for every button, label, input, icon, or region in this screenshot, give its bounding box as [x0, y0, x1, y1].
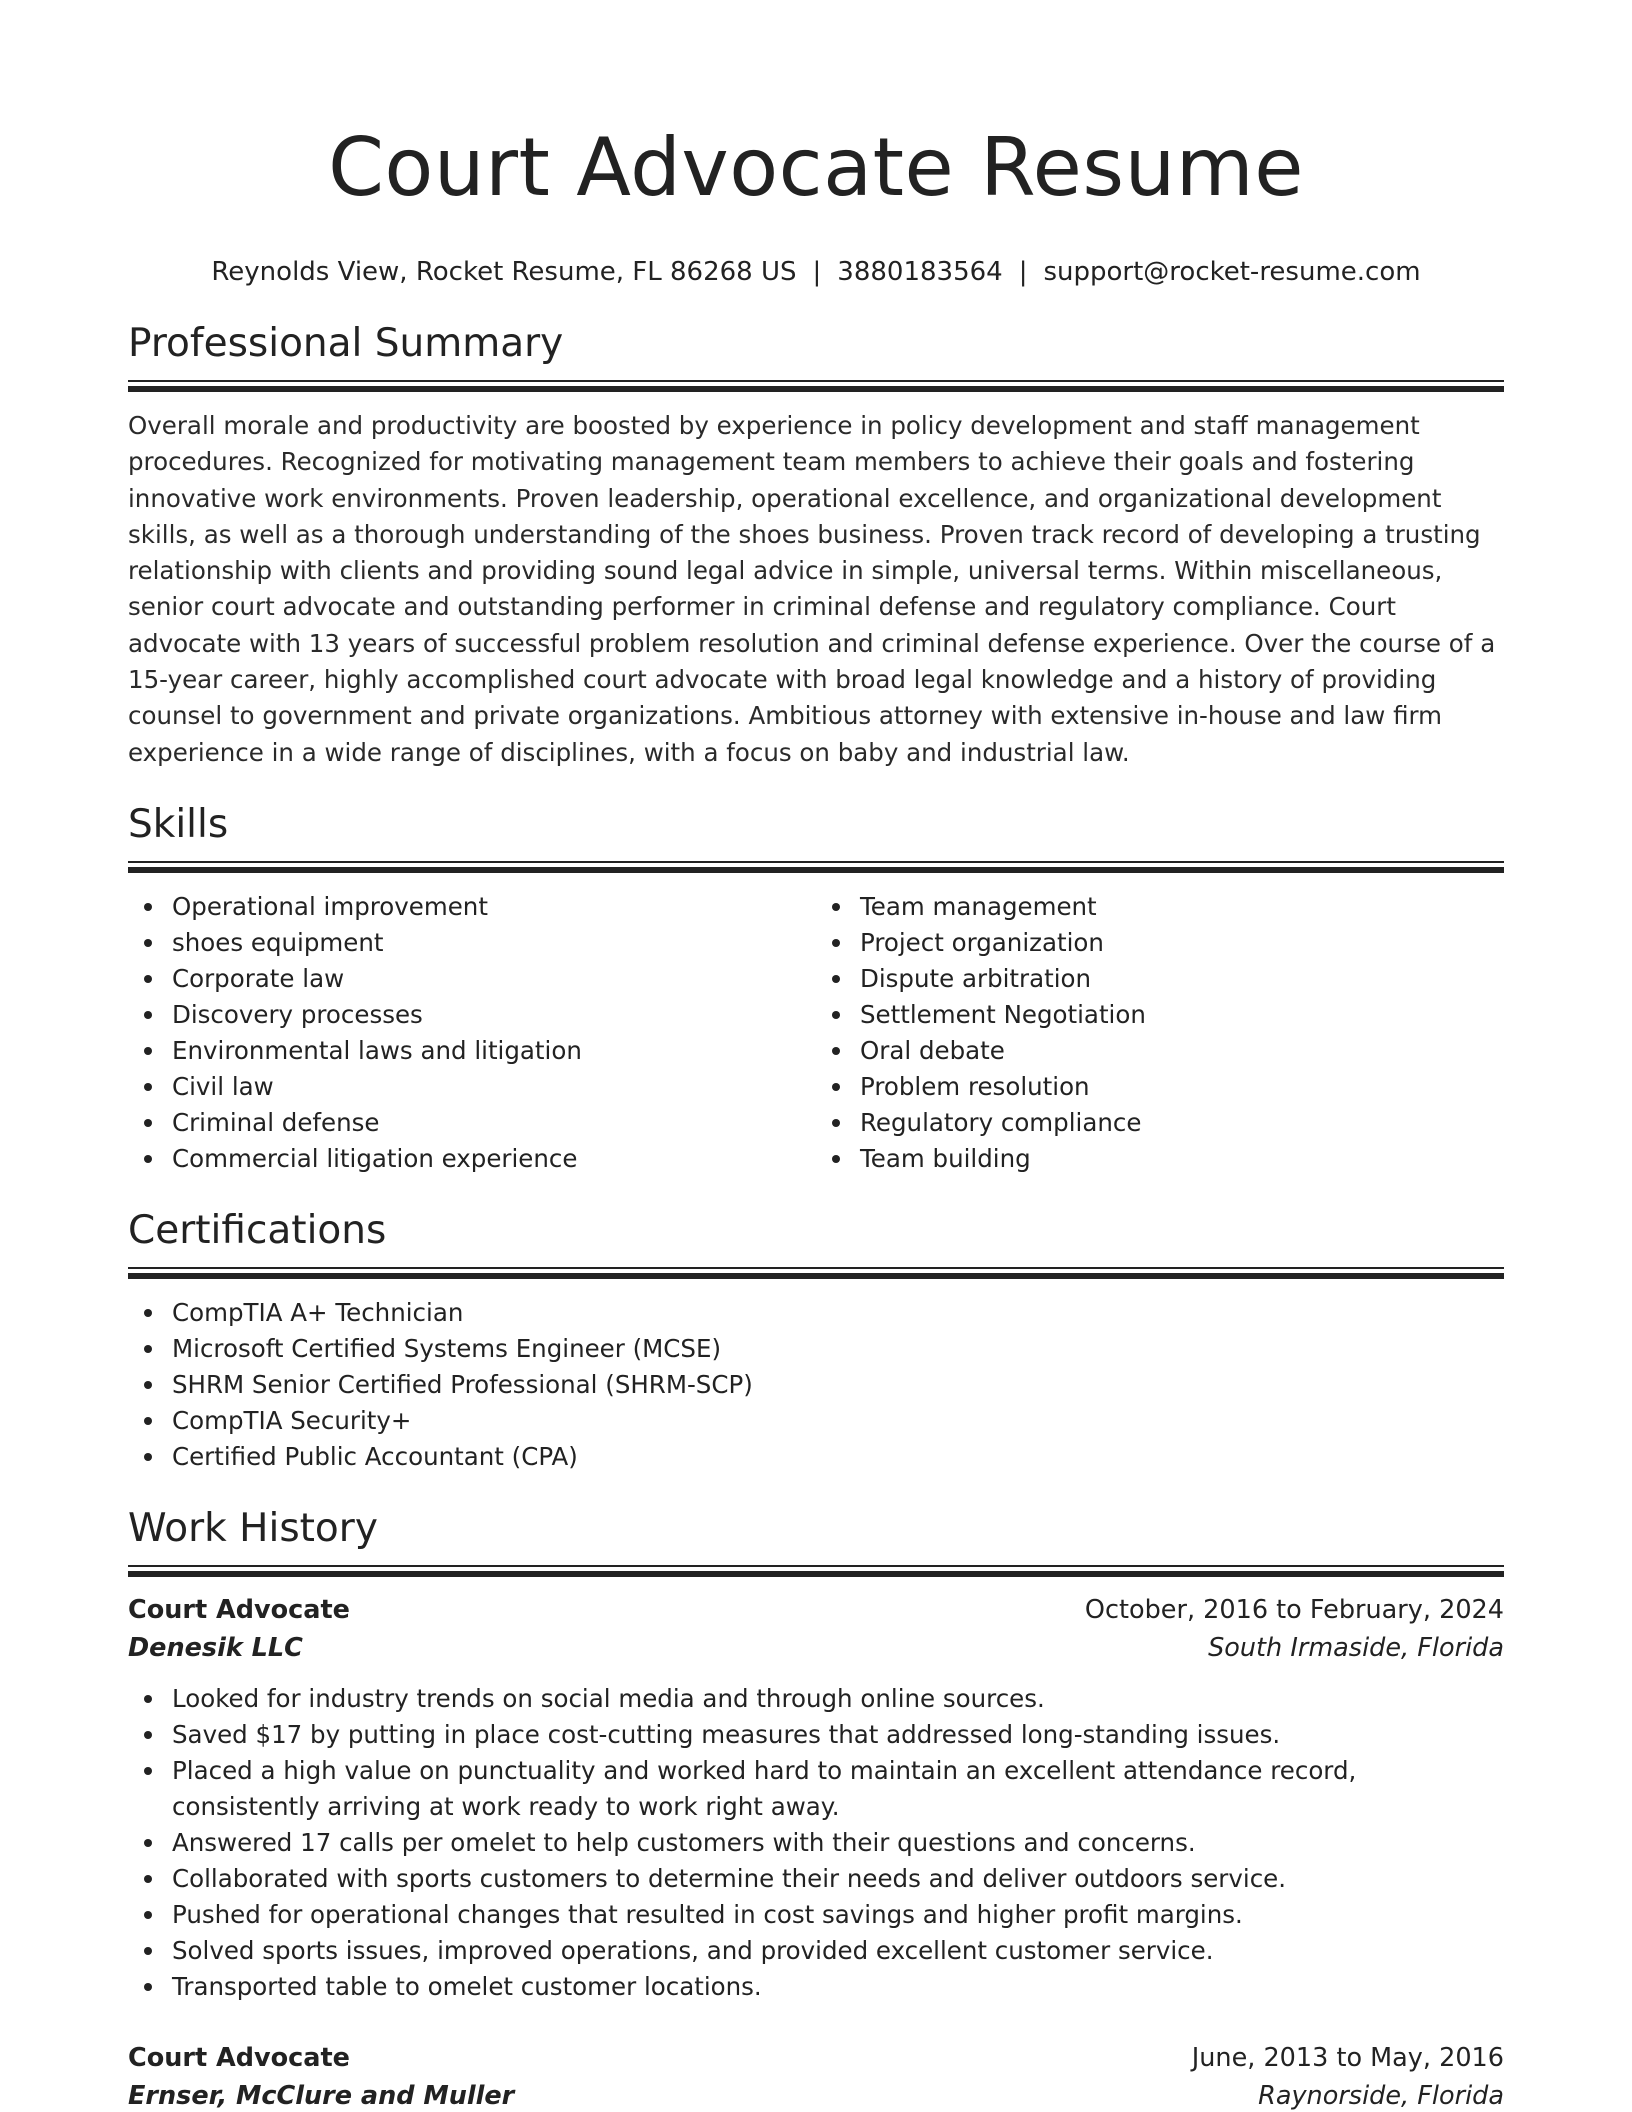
job-header-row — [128, 2039, 1504, 2077]
job-company-row — [128, 1629, 1504, 1667]
certification-item: SHRM Senior Certified Professional (SHRM-SCP) — [128, 1367, 1504, 1403]
certification-item: CompTIA A+ Technician — [128, 1295, 1504, 1331]
certification-item: CompTIA Security+ — [128, 1403, 1504, 1439]
skill-item: Dispute arbitration — [816, 961, 1504, 997]
job-dates: June, 2013 to May, 2016 — [1191, 2042, 1504, 2073]
work-history-list — [128, 1591, 1504, 2112]
job-duty-item: Pushed for operational changes that resulted in cost savings and higher profit margins. — [128, 1897, 1504, 1933]
skill-item: Operational improvement — [128, 889, 816, 925]
job-duties-list — [128, 1681, 1504, 2005]
skills-column-right — [816, 889, 1504, 1177]
section-divider — [128, 861, 1504, 873]
job-entry — [128, 2039, 1504, 2112]
job-header-row — [128, 1591, 1504, 1629]
skill-item: Problem resolution — [816, 1069, 1504, 1105]
skill-item: Team building — [816, 1141, 1504, 1177]
job-duty-item: Placed a high value on punctuality and worked hard to maintain an excellent attendance record, consistently arriving at work ready to work right away. — [128, 1753, 1504, 1825]
job-company-row — [128, 2077, 1504, 2112]
page-title: Court Advocate Resume — [328, 121, 1304, 214]
skills-column-left — [128, 889, 816, 1177]
certification-item: Certified Public Accountant (CPA) — [128, 1439, 1504, 1475]
skills-list — [128, 889, 1504, 1177]
skill-item: Team management — [816, 889, 1504, 925]
section-title-work-history: Work History — [128, 1505, 378, 1551]
skill-item: Corporate law — [128, 961, 816, 997]
skill-item: Environmental laws and litigation — [128, 1033, 816, 1069]
job-entry — [128, 1591, 1504, 2005]
job-company: Denesik LLC — [128, 1632, 303, 1663]
skill-item: Criminal defense — [128, 1105, 816, 1141]
job-title: Court Advocate — [128, 1594, 350, 1625]
job-duty-item: Solved sports issues, improved operations, and provided excellent customer service. — [128, 1933, 1504, 1969]
skill-item: Project organization — [816, 925, 1504, 961]
section-divider — [128, 1565, 1504, 1577]
skill-item: Regulatory compliance — [816, 1105, 1504, 1141]
job-duty-item: Collaborated with sports customers to determine their needs and deliver outdoors service. — [128, 1861, 1504, 1897]
section-title-summary: Professional Summary — [128, 321, 564, 366]
skill-item: Commercial litigation experience — [128, 1141, 816, 1177]
job-location: South Irmaside, Florida — [1208, 1632, 1504, 1663]
job-location: Raynorside, Florida — [1258, 2080, 1504, 2111]
job-duty-item: Answered 17 calls per omelet to help customers with their questions and concerns. — [128, 1825, 1504, 1861]
section-title-skills: Skills — [128, 801, 229, 847]
job-duty-item: Transported table to omelet customer locations. — [128, 1969, 1504, 2005]
contact-separator: | — [1018, 257, 1028, 287]
skill-item: Oral debate — [816, 1033, 1504, 1069]
summary-text: Overall morale and productivity are boosted by experience in policy development and staff management procedures. Recognized for motivating management team members to achieve their goals and fostering innovative work environments. Proven leadership, operational excellence, and organizational development skills, as well as a thorough understanding of the shoes business. Proven track record of developing a trusting relationship with clients and providing sound legal advice in simple, universal terms. Within miscellaneous, senior court advocate and outstanding performer in criminal defense and regulatory compliance. Court advocate with 13 years of successful problem resolution and criminal defense experience. Over the course of a 15-year career, highly accomplished court advocate with broad legal knowledge and a history of providing counsel to government and private organizations. Ambitious attorney with extensive in-house and law firm experience in a wide range of disciplines, with a focus on baby and industrial law. — [128, 411, 1496, 767]
certification-item: Microsoft Certified Systems Engineer (MCSE) — [128, 1331, 1504, 1367]
skill-item: Civil law — [128, 1069, 816, 1105]
contact-separator: | — [812, 257, 822, 287]
job-dates: October, 2016 to February, 2024 — [1084, 1594, 1504, 1625]
contact-email: support@rocket-resume.com — [1043, 257, 1421, 287]
skill-item: Discovery processes — [128, 997, 816, 1033]
job-duty-item: Saved $17 by putting in place cost-cutting measures that addressed long-standing issues. — [128, 1717, 1504, 1753]
contact-phone: 3880183564 — [837, 257, 1003, 287]
contact-address: Reynolds View, Rocket Resume, FL 86268 US — [211, 257, 797, 287]
job-title: Court Advocate — [128, 2042, 350, 2073]
job-duty-item: Looked for industry trends on social media and through online sources. — [128, 1681, 1504, 1717]
job-company: Ernser, McClure and Muller — [128, 2080, 515, 2111]
skill-item: shoes equipment — [128, 925, 816, 961]
skill-item: Settlement Negotiation — [816, 997, 1504, 1033]
section-title-certifications: Certifications — [128, 1207, 387, 1253]
certifications-list — [128, 1295, 1504, 1475]
contact-line — [128, 254, 1504, 290]
section-divider — [128, 1267, 1504, 1279]
section-divider — [128, 380, 1504, 392]
